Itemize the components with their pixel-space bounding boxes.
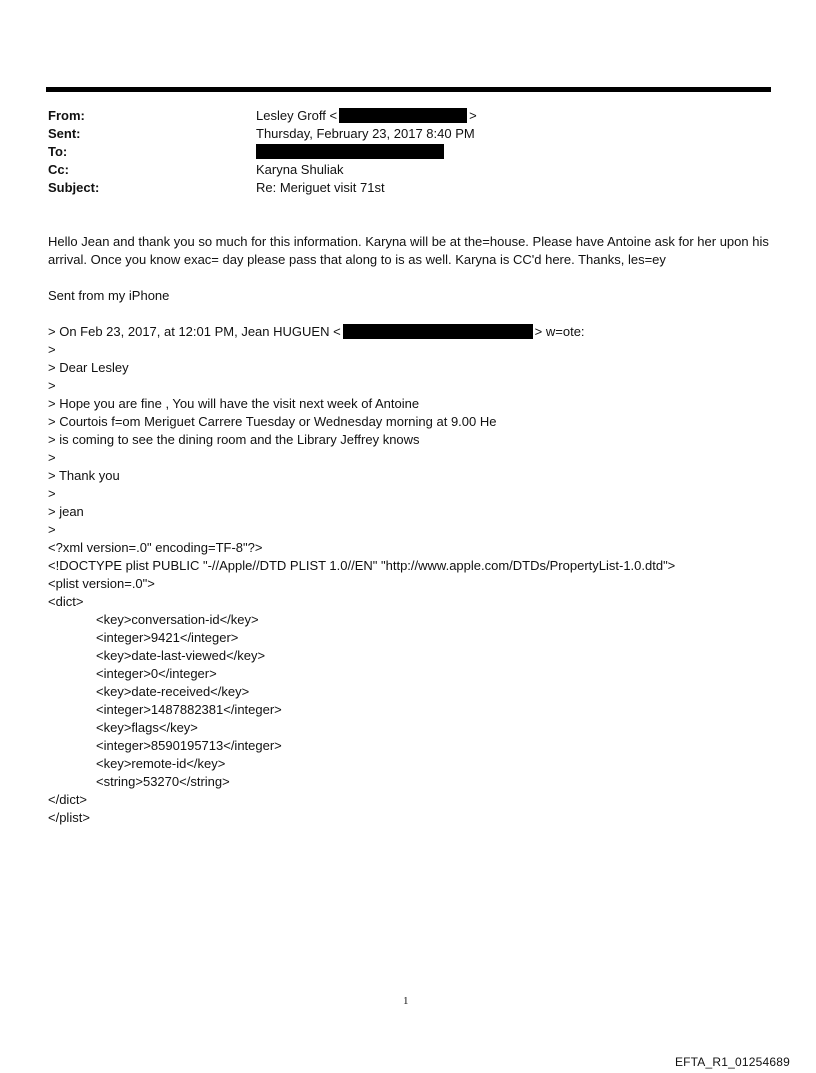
quoted-line: > Dear Lesley (48, 360, 129, 375)
spacer (48, 305, 778, 323)
redacted-from-email (339, 108, 467, 123)
quoted-message (48, 341, 778, 539)
plist-line: <integer>0</integer> (96, 666, 217, 681)
spacer (48, 269, 778, 287)
redacted-to-recipient (256, 144, 444, 159)
cc-label: Cc: (48, 162, 69, 177)
sent-label: Sent: (48, 126, 81, 141)
plist-line: <key>conversation-id</key> (96, 612, 259, 627)
quoted-line: > (48, 342, 56, 357)
redacted-sender-email (343, 324, 533, 339)
plist-line: <string>53270</string> (96, 774, 230, 789)
quoted-line: > Hope you are fine , You will have the visit next week of Antoine (48, 396, 420, 411)
quote-intro (48, 323, 778, 341)
cc-value: Karyna Shuliak (256, 162, 344, 177)
subject-row (48, 179, 768, 197)
email-body (48, 233, 778, 827)
from-name-close: > (469, 108, 477, 123)
plist-line: <integer>1487882381</integer> (96, 702, 282, 717)
to-label: To: (48, 144, 68, 159)
quoted-line: > Courtois f=om Meriguet Carrere Tuesday or Wednesday morning at 9.00 He (48, 414, 497, 429)
to-row (48, 143, 768, 161)
plist-line: <key>remote-id</key> (96, 756, 226, 771)
plist-line: <integer>9421</integer> (96, 630, 239, 645)
from-value (256, 107, 477, 125)
from-row (48, 107, 768, 125)
plist-line: <integer>8590195713</integer> (96, 738, 282, 753)
plist-line: <!DOCTYPE plist PUBLIC "-//Apple//DTD PLIST 1.0//EN" "http://www.apple.com/DTDs/PropertyList-1.0.dtd"> (48, 558, 676, 573)
quoted-line: > (48, 486, 56, 501)
signature: Sent from my iPhone (48, 288, 170, 303)
plist-line: </plist> (48, 810, 90, 825)
quoted-line: > is coming to see the dining room and the Library Jeffrey knows (48, 432, 420, 447)
plist-metadata (48, 539, 778, 827)
page-number: 1 (403, 995, 409, 1007)
subject-value: Re: Meriguet visit 71st (256, 180, 385, 195)
plist-line: <dict> (48, 594, 84, 609)
plist-line: <?xml version=.0" encoding=TF-8"?> (48, 540, 263, 555)
quoted-line: > Thank you (48, 468, 120, 483)
plist-line: <key>date-received</key> (96, 684, 250, 699)
document-id: EFTA_R1_01254689 (674, 1055, 790, 1069)
quoted-line: > (48, 450, 56, 465)
subject-label: Subject: (48, 180, 100, 195)
to-value (256, 143, 444, 161)
quote-intro-end: > w=ote: (534, 324, 585, 339)
sent-row (48, 125, 768, 143)
plist-line: <plist version=.0"> (48, 576, 155, 591)
from-name: Lesley Groff < (256, 108, 338, 123)
message-paragraph: Hello Jean and thank you so much for this information. Karyna will be at the=house. Please have Antoine ask for her upon his arrival. Once you know exac= day please pass that along to is as well. Karyna is CC'd here. Thanks, les=ey (48, 234, 769, 267)
plist-line: <key>date-last-viewed</key> (96, 648, 266, 663)
plist-line: </dict> (48, 792, 88, 807)
cc-row (48, 161, 768, 179)
quoted-line: > (48, 378, 56, 393)
header-divider (46, 87, 771, 92)
sent-value: Thursday, February 23, 2017 8:40 PM (256, 126, 475, 141)
email-header (48, 107, 768, 197)
quoted-line: > (48, 522, 56, 537)
quote-intro-text: > On Feb 23, 2017, at 12:01 PM, Jean HUGUEN < (48, 324, 341, 339)
plist-line: <key>flags</key> (96, 720, 198, 735)
quoted-line: > jean (48, 504, 84, 519)
from-label: From: (48, 108, 85, 123)
